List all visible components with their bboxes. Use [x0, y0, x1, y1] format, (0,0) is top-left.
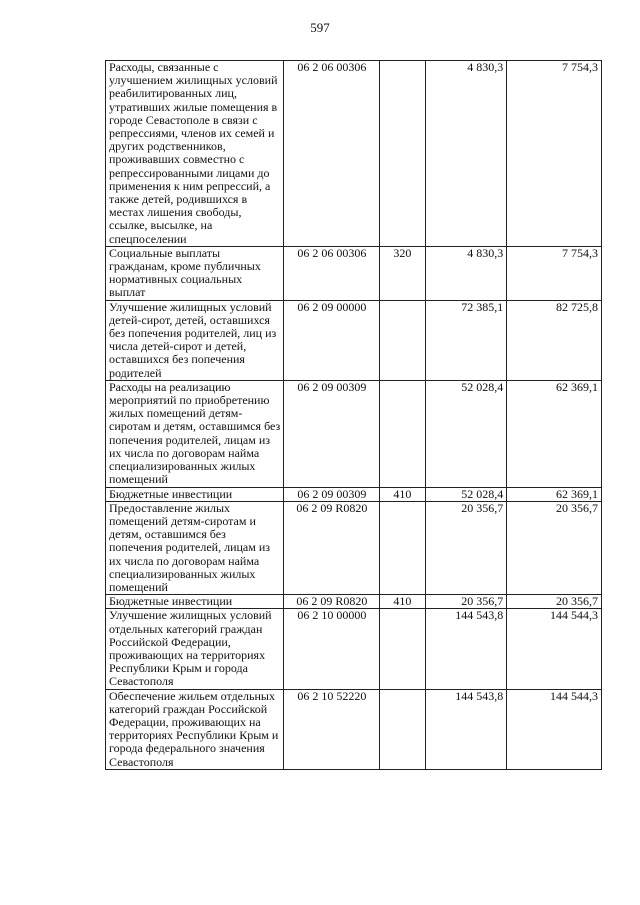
row-value-2: 20 356,7: [507, 501, 602, 594]
row-value-1: 52 028,4: [425, 380, 507, 487]
row-code: 06 2 09 R0820: [284, 595, 380, 609]
table-row: [106, 61, 602, 247]
row-code: 06 2 09 R0820: [284, 501, 380, 594]
row-value-2: 82 725,8: [507, 300, 602, 380]
row-code: 06 2 10 52220: [284, 689, 380, 769]
row-type: [380, 380, 425, 487]
table-row: [106, 609, 602, 689]
row-value-1: 4 830,3: [425, 246, 507, 300]
row-code: 06 2 09 00309: [284, 380, 380, 487]
row-name: Улучшение жилищных условий детей-сирот, детей, оставшихся без попечения родителей, лиц из числа детей-сирот и детей, оставшихся без попечения родителей: [106, 300, 284, 380]
row-value-1: 4 830,3: [425, 61, 507, 247]
row-value-1: 72 385,1: [425, 300, 507, 380]
row-name: Расходы, связанные с улучшением жилищных условий реабилитированных лиц, утративших жилые помещения в городе Севастополе в связи с репрессиями, членов их семей и других родственников, проживавших совместно с репрессированными лицами до применения к ним репрессий, а также детей, родившихся в местах лишения свободы, ссылке, высылке, на спецпоселении: [106, 61, 284, 247]
row-type: [380, 609, 425, 689]
row-value-2: 20 356,7: [507, 595, 602, 609]
row-type: 320: [380, 246, 425, 300]
row-code: 06 2 09 00309: [284, 487, 380, 501]
row-type: [380, 689, 425, 769]
row-value-2: 7 754,3: [507, 61, 602, 247]
row-value-2: 62 369,1: [507, 380, 602, 487]
table-row: [106, 246, 602, 300]
row-value-1: 52 028,4: [425, 487, 507, 501]
row-value-2: 7 754,3: [507, 246, 602, 300]
table-row: [106, 595, 602, 609]
table-row: [106, 689, 602, 769]
row-value-1: 144 543,8: [425, 609, 507, 689]
row-type: 410: [380, 487, 425, 501]
row-value-1: 20 356,7: [425, 501, 507, 594]
row-type: [380, 61, 425, 247]
table-row: [106, 380, 602, 487]
row-code: 06 2 06 00306: [284, 246, 380, 300]
table-row: [106, 501, 602, 594]
row-name: Социальные выплаты гражданам, кроме публичных нормативных социальных выплат: [106, 246, 284, 300]
table-row: [106, 300, 602, 380]
row-name: Обеспечение жильем отдельных категорий граждан Российской Федерации, проживающих на территориях Республики Крым и города федерального значения Севастополя: [106, 689, 284, 769]
page-number: 597: [310, 20, 330, 35]
row-code: 06 2 06 00306: [284, 61, 380, 247]
row-type: [380, 300, 425, 380]
table-row: [106, 487, 602, 501]
row-value-1: 144 543,8: [425, 689, 507, 769]
budget-table: [105, 60, 602, 770]
row-name: Предоставление жилых помещений детям-сиротам и детям, оставшимся без попечения родителей, лицам из их числа по договорам найма специализированных жилых помещений: [106, 501, 284, 594]
row-code: 06 2 10 00000: [284, 609, 380, 689]
row-value-2: 62 369,1: [507, 487, 602, 501]
row-value-2: 144 544,3: [507, 689, 602, 769]
row-name: Бюджетные инвестиции: [106, 487, 284, 501]
row-value-1: 20 356,7: [425, 595, 507, 609]
row-name: Расходы на реализацию мероприятий по приобретению жилых помещений детям-сиротам и детям, оставшимся без попечения родителей, лицам из их числа по договорам найма специализированных жилых помещений: [106, 380, 284, 487]
row-type: [380, 501, 425, 594]
row-type: 410: [380, 595, 425, 609]
row-name: Улучшение жилищных условий отдельных категорий граждан Российской Федерации, проживающих на территориях Республики Крым и города Севастополя: [106, 609, 284, 689]
row-value-2: 144 544,3: [507, 609, 602, 689]
row-name: Бюджетные инвестиции: [106, 595, 284, 609]
row-code: 06 2 09 00000: [284, 300, 380, 380]
